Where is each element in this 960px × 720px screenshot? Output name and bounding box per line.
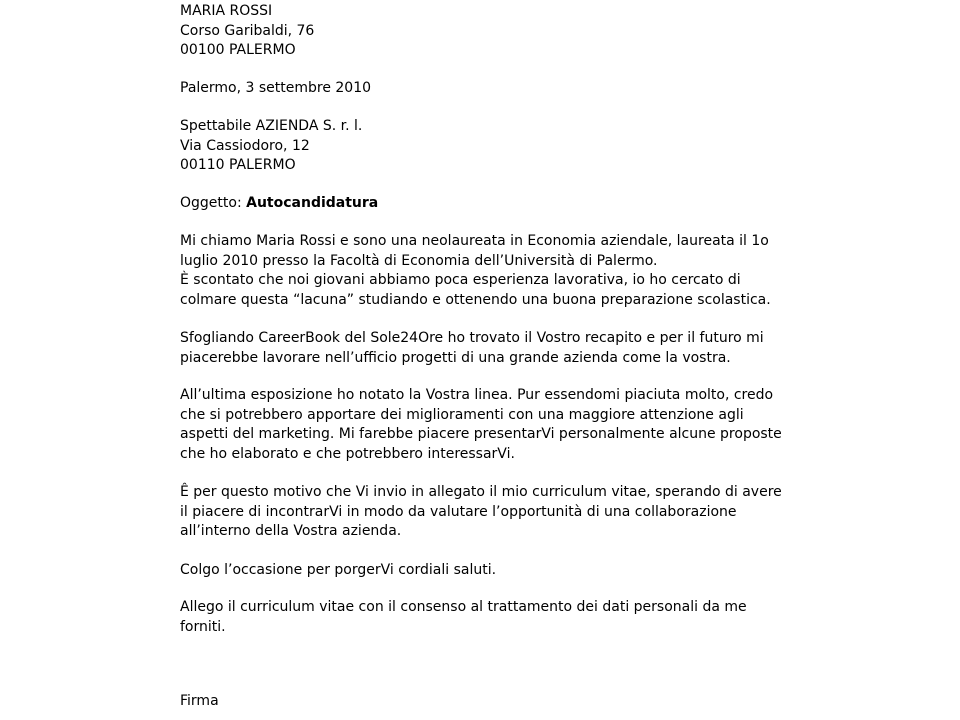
paragraph-observations [180,386,782,464]
subject-label: Oggetto: [180,195,247,211]
letter-date [180,79,371,99]
sender-address [180,2,314,61]
paragraph-line: piacerebbe lavorare nell’ufficio progetti di una grande azienda come la vostra. [180,349,731,366]
paragraph-line: il piacere di incontrarVi in modo da valutare l’opportunità di una collaborazione [180,503,737,520]
sender-city: 00100 PALERMO [180,42,296,58]
signature-label: Firma [180,693,219,709]
paragraph-request [180,483,782,542]
signature [180,692,219,712]
paragraph-line: forniti. [180,618,226,635]
paragraph-line: Mi chiamo Maria Rossi e sono una neolaureata in Economia aziendale, laureata il 1o [180,233,769,249]
paragraph-line: Sfogliando CareerBook del Sole24Ore ho trovato il Vostro recapito e per il futuro mi [180,330,764,346]
paragraph-line: Allego il curriculum vitae con il consenso al trattamento dei dati personali da me [180,599,747,615]
paragraph-motivation [180,329,764,368]
recipient-city: 00110 PALERMO [180,157,296,173]
paragraph-line: aspetti del marketing. Mi farebbe piacere presentarVi personalmente alcune proposte [180,426,782,442]
sender-name: MARIA ROSSI [180,3,273,19]
paragraph-line: luglio 2010 presso la Facoltà di Economia dell’Università di Palermo. [180,252,658,269]
sender-street: Corso Garibaldi, 76 [180,22,315,39]
recipient-address [180,117,362,176]
recipient-street: Via Cassiodoro, 12 [180,137,310,154]
paragraph-line: all’interno della Vostra azienda. [180,523,402,539]
recipient-company: Spettabile AZIENDA S. r. l. [180,118,363,134]
paragraph-line: È scontato che noi giovani abbiamo poca esperienza lavorativa, io ho cercato di [180,272,741,288]
paragraph-intro [180,232,771,310]
paragraph-line: Colgo l’occasione per porgerVi cordiali saluti. [180,562,497,578]
paragraph-greetings [180,561,496,581]
subject-line [180,194,378,214]
paragraph-line: All’ultima esposizione ho notato la Vostra linea. Pur essendomi piaciuta molto, credo [180,387,774,403]
paragraph-line: che ho elaborato e che potrebbero interessarVi. [180,445,515,462]
date-text: Palermo, 3 settembre 2010 [180,80,372,96]
paragraph-line: Ê per questo motivo che Vi invio in allegato il mio curriculum vitae, sperando di avere [180,484,782,500]
paragraph-line: colmare questa “lacuna” studiando e ottenendo una buona preparazione scolastica. [180,291,771,308]
paragraph-attachment [180,598,747,637]
paragraph-line: che si potrebbero apportare dei miglioramenti con una maggiore attenzione agli [180,406,744,423]
subject-value: Autocandidatura [246,195,379,211]
